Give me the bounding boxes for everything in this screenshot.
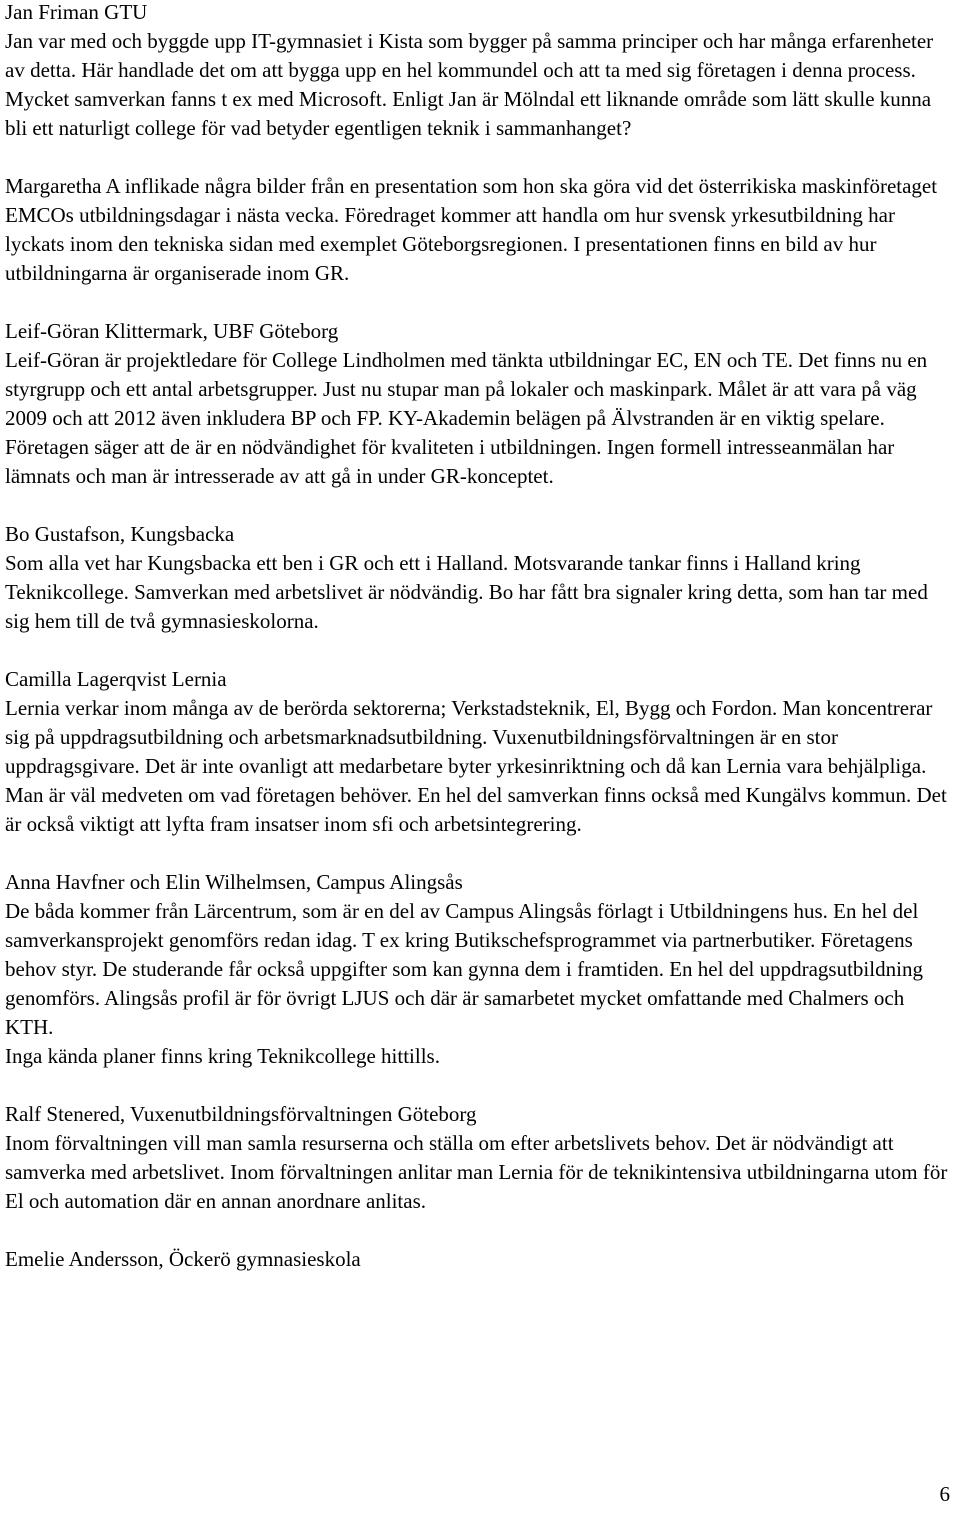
section-ralf-stenered: [5, 1100, 957, 1216]
section-camilla-lagerqvist: [5, 665, 957, 839]
section-heading: Emelie Andersson, Öckerö gymnasieskola: [5, 1247, 361, 1271]
section-jan-friman: [5, 0, 957, 143]
section-paragraph: Margaretha A inflikade några bilder från en presentation som hon ska göra vid det österrikiska maskinföretaget EMCOs utbildningsdagar i nästa vecka. Föredraget kommer att handla om hur svensk yrkesutbildning har lyckats inom den tekniska sidan med exemplet Göteborgsregionen. I presentationen finns en bild av hur utbildningarna är organiserade inom GR.: [5, 174, 938, 285]
section-heading: Ralf Stenered, Vuxenutbildningsförvaltningen Göteborg: [5, 1102, 477, 1126]
section-leif-goran: [5, 317, 957, 491]
section-paragraph: Lernia verkar inom många av de berörda sektorerna; Verkstadsteknik, El, Bygg och Fordon. Man koncentrerar sig på uppdragsutbildning och arbetsmarknadsutbildning. Vuxenutbildningsförvaltningen är en stor uppdragsgivare. Det är inte ovanligt att medarbetare byter yrkesinriktning och då kan Lernia vara behjälpliga. Man är väl medveten om vad företagen behöver. En hel del samverkan finns också med Kungälvs kommun. Det är också viktigt att lyfta fram insatser inom sfi och arbetsintegrering.: [5, 696, 947, 836]
section-heading: Anna Havfner och Elin Wilhelmsen, Campus Alingsås: [5, 870, 463, 894]
section-margaretha: [5, 172, 957, 288]
section-paragraph: Leif-Göran är projektledare för College Lindholmen med tänkta utbildningar EC, EN och TE. Det finns nu en styrgrupp och ett antal arbetsgrupper. Just nu stupar man på lokaler och maskinpark. Målet är att vara på väg 2009 och att 2012 även inkludera BP och FP. KY-Akademin belägen på Älvstranden är en viktig spelare. Företagen säger att de är en nödvändighet för kvaliteten i utbildningen. Ingen formell intresseanmälan har lämnats och man är intresserade av att gå in under GR-konceptet.: [5, 348, 928, 488]
section-paragraph: Jan var med och byggde upp IT-gymnasiet i Kista som bygger på samma principer och har många erfarenheter av detta. Här handlade det om att bygga upp en hel kommundel och att ta med sig företagen i denna process. Mycket samverkan fanns t ex med Microsoft. Enligt Jan är Mölndal ett liknande område som lätt skulle kunna bli ett naturligt college för vad betyder egentligen teknik i sammanhanget?: [5, 29, 934, 140]
section-paragraph: Inom förvaltningen vill man samla resurserna och ställa om efter arbetslivets behov. Det är nödvändigt att samverka med arbetslivet. Inom förvaltningen anlitar man Lernia för de teknikintensiva utbildningarna utom för El och automation där en annan anordnare anlitas.: [5, 1131, 948, 1213]
section-heading: Leif-Göran Klittermark, UBF Göteborg: [5, 319, 339, 343]
section-campus-alingsas: [5, 868, 957, 1071]
section-emelie-andersson: [5, 1245, 957, 1274]
section-paragraph: Som alla vet har Kungsbacka ett ben i GR och ett i Halland. Motsvarande tankar finns i Halland kring Teknikcollege. Samverkan med arbetslivet är nödvändig. Bo har fått bra signaler kring detta, som han tar med sig hem till de två gymnasieskolorna.: [5, 551, 928, 633]
document-page: [5, 0, 957, 1303]
section-heading: Jan Friman GTU: [5, 0, 148, 24]
section-heading: Camilla Lagerqvist Lernia: [5, 667, 227, 691]
section-bo-gustafson: [5, 520, 957, 636]
section-paragraph: De båda kommer från Lärcentrum, som är en del av Campus Alingsås förlagt i Utbildningens hus. En hel del samverkansprojekt genomförs redan idag. T ex kring Butikschefsprogrammet via partnerbutiker. Företagens behov styr. De studerande får också uppgifter som kan gynna dem i framtiden. En hel del uppdragsutbildning genomförs. Alingsås profil är för övrigt LJUS och där är samarbetet mycket omfattande med Chalmers och KTH.: [5, 899, 923, 1039]
section-paragraph: Inga kända planer finns kring Teknikcollege hittills.: [5, 1044, 440, 1068]
section-heading: Bo Gustafson, Kungsbacka: [5, 522, 235, 546]
page-number: 6: [939, 1482, 950, 1506]
